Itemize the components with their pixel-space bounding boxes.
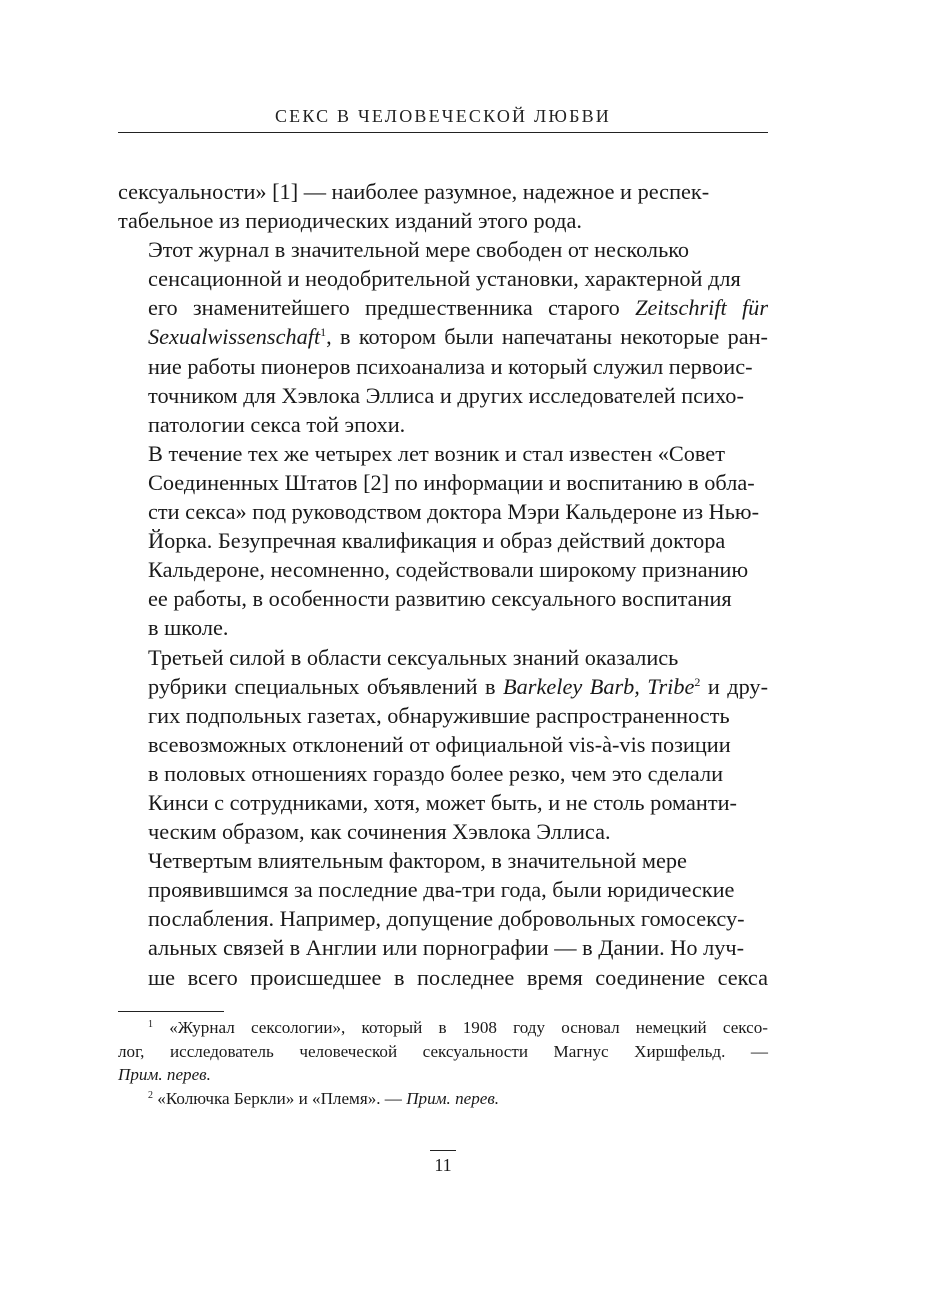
paragraph-1 bbox=[118, 177, 768, 235]
footnote-2: $^2$ «Колючка Беркли» и «Племя». — Прим. перев. bbox=[148, 1088, 500, 1108]
page-number-rule bbox=[430, 1150, 456, 1151]
footnote-1: $^1$ «Журнал сексологии», который в 1908 году основал немецкий сексо- лог, исследователь человеческой сексуальности Магнус Хиршфельд. — Прим. перев. bbox=[118, 1016, 768, 1087]
text-line: патологии секса той эпохи. bbox=[148, 411, 406, 437]
footnote-marker: 1 bbox=[148, 1019, 153, 1030]
text-line: рубрики специальных объявлений в Barkeley Barb, Tribe$^2$ и дру- bbox=[148, 673, 768, 699]
text-line: его знаменитейшего предшественника старого Zeitschrift für bbox=[148, 295, 769, 321]
text-line: Йорка. Безупречная квалификация и образ действий доктора bbox=[148, 528, 726, 554]
body-text bbox=[118, 177, 768, 992]
text-line: альных связей в Англии или порнографии — в Дании. Но луч- bbox=[148, 935, 745, 961]
paragraph-2 bbox=[118, 235, 768, 439]
paragraph-3 bbox=[118, 439, 768, 643]
journal-title: Sexualwissenschaft bbox=[148, 324, 321, 350]
translator-note: Прим. перев. bbox=[118, 1065, 211, 1085]
translator-note: Прим. перев. bbox=[406, 1088, 500, 1108]
paragraph-5 bbox=[118, 846, 768, 991]
running-head: СЕКС В ЧЕЛОВЕЧЕСКОЙ ЛЮБВИ bbox=[274, 106, 612, 126]
text-line: Соединенных Штатов [2] по информации и воспитанию в обла- bbox=[148, 469, 755, 495]
text-line: всевозможных отклонений от официальной vis-à-vis позиции bbox=[148, 731, 731, 757]
text-line: В течение тех же четырех лет возник и стал известен «Совет bbox=[148, 440, 725, 466]
text-line: послабления. Например, допущение добровольных гомосексу- bbox=[148, 906, 745, 932]
text-line: Четвертым влиятельным фактором, в значительной мере bbox=[148, 848, 687, 874]
text-line: ческим образом, как сочинения Хэвлока Эллиса. bbox=[148, 819, 611, 845]
text-line: Sexualwissenschaft$^1$, в котором были напечатаны некоторые ран- bbox=[148, 324, 768, 350]
text-line: ше всего происшедшее в последнее время соединение секса bbox=[148, 964, 768, 990]
footnote-ref: 1 bbox=[320, 325, 327, 340]
header-rule bbox=[118, 132, 768, 133]
page-number: 11 bbox=[434, 1155, 452, 1175]
text-line: в половых отношениях гораздо более резко, чем это сделали bbox=[148, 760, 724, 786]
text-line: ние работы пионеров психоанализа и который служил первоис- bbox=[148, 353, 753, 379]
footnote-ref: 2 bbox=[694, 674, 701, 689]
text-line: гих подпольных газетах, обнаружившие распространенность bbox=[148, 702, 730, 728]
text-line: ее работы, в особенности развитию сексуального воспитания bbox=[148, 586, 732, 612]
text-line: Кинси с сотрудниками, хотя, может быть, и не столь романти- bbox=[148, 789, 737, 815]
text-line: Кальдероне, несомненно, содействовали широкому признанию bbox=[148, 557, 749, 583]
text-line: в школе. bbox=[148, 615, 229, 641]
text-line: сти секса» под руководством доктора Мэри Кальдероне из Нью- bbox=[148, 499, 760, 525]
newspaper-titles: Barkeley Barb, Tribe bbox=[503, 673, 695, 699]
text-line: Третьей силой в области сексуальных знаний оказались bbox=[148, 644, 679, 670]
text-line: сенсационной и неодобрительной установки, характерной для bbox=[148, 266, 741, 292]
journal-title: Zeitschrift für bbox=[635, 295, 769, 321]
text-line: Этот журнал в значительной мере свободен от несколько bbox=[148, 237, 690, 263]
text-line: точником для Хэвлока Эллиса и других исследователей психо- bbox=[148, 382, 744, 408]
footnote-marker: 2 bbox=[148, 1089, 153, 1101]
footnotes bbox=[118, 1016, 768, 1110]
footnote-rule bbox=[118, 1011, 224, 1012]
text-line: проявившимся за последние два-три года, были юридические bbox=[148, 877, 735, 903]
text-line: табельное из периодических изданий этого рода. bbox=[118, 208, 582, 234]
text-line: сексуальности» [1] — наиболее разумное, надежное и респек- bbox=[118, 179, 710, 204]
paragraph-4 bbox=[118, 643, 768, 847]
